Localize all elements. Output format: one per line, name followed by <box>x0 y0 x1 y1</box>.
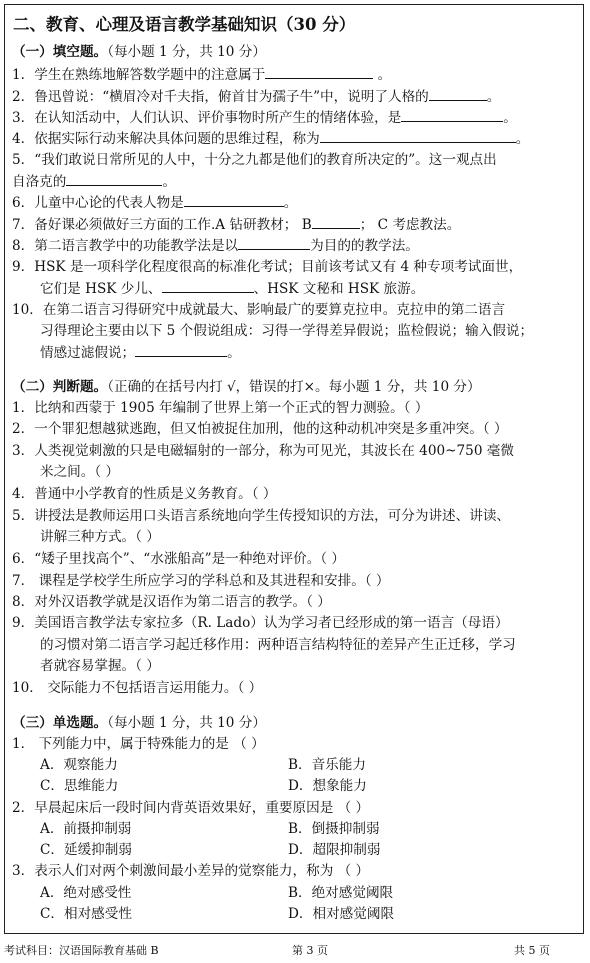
tf-q1: 1．比纳和西蒙于 1905 年编制了世界上第一个正式的智力测验。（ ） <box>12 400 429 416</box>
tf-q9: 9．美国语言教学法专家拉多（R. Lado）认为学习者已经形成的第一语言（母语） <box>12 615 509 631</box>
tf-q3-cont: 米之间。（ ） <box>40 464 120 480</box>
answer-blank[interactable] <box>312 214 360 229</box>
tf-q7: 7． 课程是学校学生所应学习的学科总和及其进程和安排。（ ） <box>12 573 390 589</box>
fill-q10-cont: 习得理论主要由以下 5 个假说组成：习得一学得差异假说；监检假说；输入假说； <box>40 323 534 339</box>
mc-q1: 1． 下列能力中，属于特殊能力的是 （ ） <box>12 736 265 752</box>
answer-blank[interactable] <box>320 128 516 143</box>
footer-total-pages: 共 5 页 <box>514 944 550 957</box>
mc-q2-option-a[interactable]: A．前摄抑制弱 <box>40 821 132 837</box>
part-heading: 二、教育、心理及语言教学基础知识（30 分） <box>13 15 356 34</box>
tf-q5-cont: 讲解三种方式。（ ） <box>40 529 160 545</box>
mc-q2-option-c[interactable]: C．延缓抑制弱 <box>40 842 132 858</box>
tf-q10: 10． 交际能力不包括语言运用能力。（ ） <box>12 680 263 696</box>
section-single-choice-title: （三）单选题。（每小题 1 分，共 10 分） <box>12 715 266 731</box>
mc-q2-option-b[interactable]: B．倒摄抑制弱 <box>288 821 380 837</box>
answer-blank[interactable] <box>429 86 487 101</box>
answer-blank[interactable] <box>135 342 227 357</box>
fill-q8: 8．第二语言教学中的功能教学法是以 为目的的教学法。 <box>12 235 580 256</box>
mc-q1-option-c[interactable]: C．思维能力 <box>40 778 119 794</box>
mc-q3: 3．表示人们对两个刺激间最小差异的觉察能力，称为 （ ） <box>12 863 370 879</box>
answer-blank[interactable] <box>162 278 254 293</box>
tf-q5: 5．讲授法是教师运用口头语言系统地向学生传授知识的方法，可分为讲述、讲读、 <box>12 508 511 524</box>
tf-q9-cont2: 者就容易掌握。（ ） <box>40 658 160 674</box>
mc-q3-option-c[interactable]: C．相对感受性 <box>40 906 132 922</box>
mc-q1-option-d[interactable]: D．想象能力 <box>288 778 367 794</box>
answer-blank[interactable] <box>238 235 310 250</box>
mc-q3-option-b[interactable]: B．绝对感觉阈限 <box>288 885 394 901</box>
mc-q2: 2．早晨起床后一段时间内背英语效果好，重要原因是 （ ） <box>12 800 370 816</box>
mc-q2-option-d[interactable]: D．超限抑制弱 <box>288 842 381 858</box>
answer-blank[interactable] <box>265 64 373 79</box>
answer-blank[interactable] <box>184 192 284 207</box>
fill-q5-cont: 自洛克的 。 <box>12 171 580 192</box>
footer-page-number: 第 3 页 <box>292 944 328 957</box>
answer-blank[interactable] <box>66 171 162 186</box>
fill-q2: 2．鲁迅曾说：“横眉冷对千夫指，俯首甘为孺子牛”中，说明了人格的 。 <box>12 86 580 107</box>
tf-q4: 4．普通中小学教育的性质是义务教育。（ ） <box>12 486 277 502</box>
mc-q3-option-d[interactable]: D．相对感觉阈限 <box>288 906 395 922</box>
section-fill-blank-title: （一）填空题。（每小题 1 分，共 10 分） <box>12 44 266 60</box>
tf-q6: 6．“矮子里找高个”、“水涨船高”是一种绝对评价。（ ） <box>12 551 346 567</box>
fill-q5: 5．“我们敢说日常所见的人中，十分之九都是他们的教育所决定的”。这一观点出 <box>12 152 497 168</box>
fill-q9-cont: 它们是 HSK 少儿、 、HSK 文秘和 HSK 旅游。 <box>40 278 580 299</box>
fill-q4: 4．依据实际行动来解决具体问题的思维过程，称为 。 <box>12 128 580 149</box>
mc-q1-option-b[interactable]: B．音乐能力 <box>288 757 366 773</box>
tf-q2: 2．一个罪犯想越狱逃跑，但又怕被捉住加刑，他的这种动机冲突是多重冲突。（ ） <box>12 421 508 437</box>
fill-q10-cont2: 情感过滤假说； 。 <box>40 342 580 363</box>
tf-q9-cont: 的习惯对第二语言学习起迁移作用：两种语言结构特征的差异产生正迁移，学习 <box>40 637 516 653</box>
fill-q6: 6．儿童中心论的代表人物是 。 <box>12 192 580 213</box>
fill-q7: 7．备好课必须做好三方面的工作.A 钻研教材； B ； C 考虑教法。 <box>12 214 580 235</box>
fill-q10: 10．在第二语言习得研究中成就最大、影响最广的要算克拉申。克拉申的第二语言 <box>12 302 506 318</box>
fill-q3: 3．在认知活动中，人们认识、评价事物时所产生的情绪体验，是 。 <box>12 107 580 128</box>
section-true-false-title: （二）判断题。（正确的在括号内打 √，错误的打×。每小题 1 分，共 10 分） <box>12 379 481 395</box>
footer-subject: 考试科目：汉语国际教育基础 B <box>4 944 159 957</box>
mc-q1-option-a[interactable]: A．观察能力 <box>40 757 118 773</box>
tf-q8: 8．对外汉语教学就是汉语作为第二语言的教学。（ ） <box>12 594 331 610</box>
mc-q3-option-a[interactable]: A．绝对感受性 <box>40 885 132 901</box>
fill-q1: 1．学生在熟练地解答数学题中的注意属于 。 <box>12 64 580 85</box>
tf-q3: 3．人类视觉刺激的只是电磁辐射的一部分，称为可见光，其波长在 400~750 毫微 <box>12 443 514 459</box>
fill-q9: 9．HSK 是一项科学化程度很高的标准化考试；目前该考试又有 4 种专项考试面世， <box>12 259 523 275</box>
answer-blank[interactable] <box>401 107 503 122</box>
